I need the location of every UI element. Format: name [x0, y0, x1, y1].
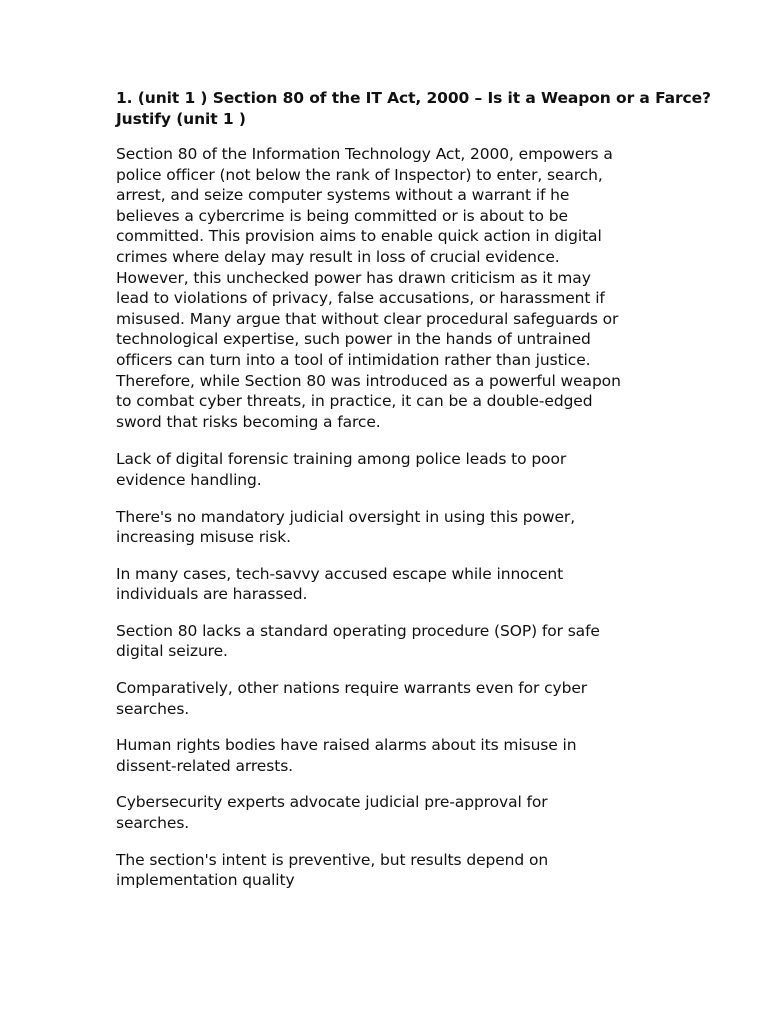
point-line: In many cases, tech-savvy accused escape while innocent — [116, 564, 564, 583]
point-line: The section's intent is preventive, but results depend on — [116, 850, 549, 869]
point-line: Section 80 lacks a standard operating procedure (SOP) for safe — [116, 621, 600, 640]
point-line: Human rights bodies have raised alarms about its misuse in — [116, 736, 577, 755]
paragraph-line: crimes where delay may result in loss of crucial evidence. — [116, 247, 560, 266]
paragraph-line: police officer (not below the rank of Inspector) to enter, search, — [116, 165, 603, 184]
heading-line: Justify (unit 1 ) — [116, 110, 246, 128]
point-line: searches. — [116, 814, 190, 833]
point-line: Lack of digital forensic training among police leads to poor — [116, 450, 567, 469]
paragraph-line: technological expertise, such power in the hands of untrained — [116, 330, 591, 349]
point-line: implementation quality — [116, 871, 295, 890]
point-line: There's no mandatory judicial oversight in using this power, — [116, 507, 576, 526]
point-line: searches. — [116, 699, 190, 718]
point-paragraph — [116, 678, 676, 719]
point-paragraph — [116, 564, 676, 605]
heading-line: 1. (unit 1 ) Section 80 of the IT Act, 2000 – Is it a Weapon or a Farce? — [116, 89, 711, 107]
point-paragraph — [116, 449, 676, 490]
paragraph-line: However, this unchecked power has drawn criticism as it may — [116, 268, 591, 287]
document-page — [116, 88, 711, 907]
point-line: dissent-related arrests. — [116, 756, 294, 775]
point-line: digital seizure. — [116, 642, 228, 661]
point-paragraph — [116, 621, 676, 662]
point-line: evidence handling. — [116, 470, 262, 489]
paragraph-line: to combat cyber threats, in practice, it can be a double-edged — [116, 392, 593, 411]
main-paragraph — [116, 144, 676, 432]
point-line: Comparatively, other nations require warrants even for cyber — [116, 679, 588, 698]
paragraph-line: Therefore, while Section 80 was introduced as a powerful weapon — [116, 371, 621, 390]
point-paragraph — [116, 735, 676, 776]
paragraph-line: officers can turn into a tool of intimidation rather than justice. — [116, 350, 591, 369]
point-paragraph — [116, 792, 676, 833]
point-paragraph — [116, 507, 676, 548]
point-line: Cybersecurity experts advocate judicial pre-approval for — [116, 793, 548, 812]
question-heading — [116, 88, 711, 130]
paragraph-line: arrest, and seize computer systems without a warrant if he — [116, 186, 570, 205]
point-paragraph — [116, 850, 676, 891]
paragraph-line: sword that risks becoming a farce. — [116, 412, 381, 431]
point-line: individuals are harassed. — [116, 585, 308, 604]
paragraph-line: misused. Many argue that without clear procedural safeguards or — [116, 309, 619, 328]
point-line: increasing misuse risk. — [116, 528, 291, 547]
paragraph-line: lead to violations of privacy, false accusations, or harassment if — [116, 289, 605, 308]
paragraph-line: committed. This provision aims to enable quick action in digital — [116, 227, 602, 246]
paragraph-line: Section 80 of the Information Technology Act, 2000, empowers a — [116, 145, 613, 163]
paragraph-line: believes a cybercrime is being committed or is about to be — [116, 206, 568, 225]
